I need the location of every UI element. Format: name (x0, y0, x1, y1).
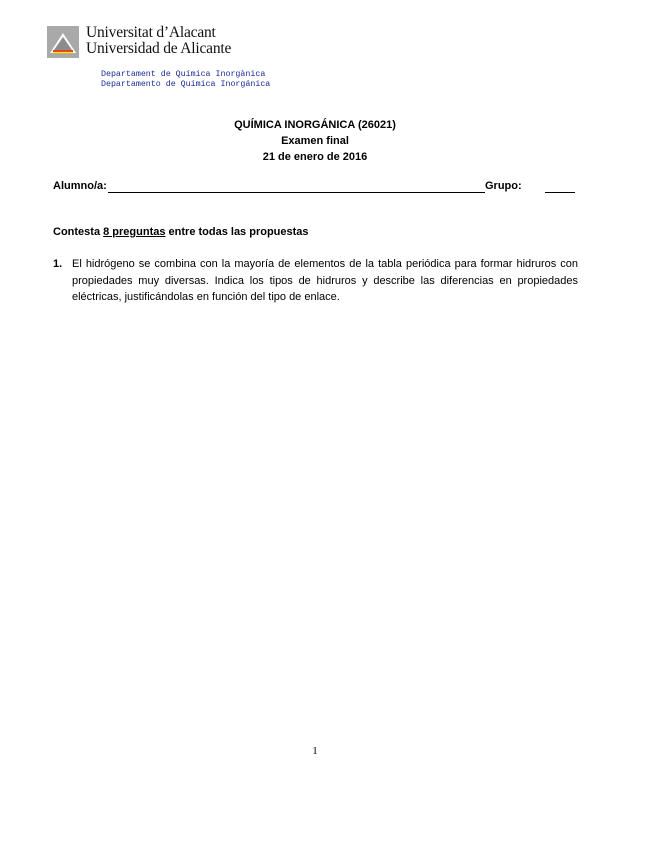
student-info-row (53, 180, 578, 194)
exam-type: Examen final (281, 135, 349, 147)
student-name-label: Alumno/a: (53, 180, 107, 192)
question-item (53, 256, 578, 306)
page-number: 1 (312, 745, 318, 757)
university-name-spanish: Universidad de Alicante (86, 40, 232, 57)
question-text: El hidrógeno se combina con la mayoría de elementos de la tabla periódica para formar hidruros con propiedades muy diversas. Indica los tipos de hidruros y describe las diferencias en propiedades eléctricas, justificándolas en función del tipo de enlace. (72, 258, 578, 303)
instructions-suffix: entre todas las propuestas (165, 226, 309, 238)
group-line (545, 192, 575, 193)
exam-date: 21 de enero de 2016 (262, 151, 368, 163)
exam-title (0, 117, 630, 165)
department-spanish: Departamento de Química Inorgánica (101, 79, 271, 89)
instructions-prefix: Contesta (53, 226, 104, 238)
student-name-line (108, 192, 485, 193)
instructions (53, 226, 309, 238)
university-name-valencian: Universitat d’Alacant (86, 24, 216, 41)
course-title: QUÍMICA INORGÁNICA (26021) (234, 119, 396, 131)
instructions-highlight: 8 preguntas (103, 226, 166, 238)
department-valencian: Departament de Química Inorgànica (101, 70, 266, 79)
question-number: 1. (53, 258, 63, 270)
group-label: Grupo: (485, 180, 522, 192)
university-logo-icon (47, 26, 79, 58)
department-names (101, 70, 270, 89)
university-name (86, 25, 231, 57)
